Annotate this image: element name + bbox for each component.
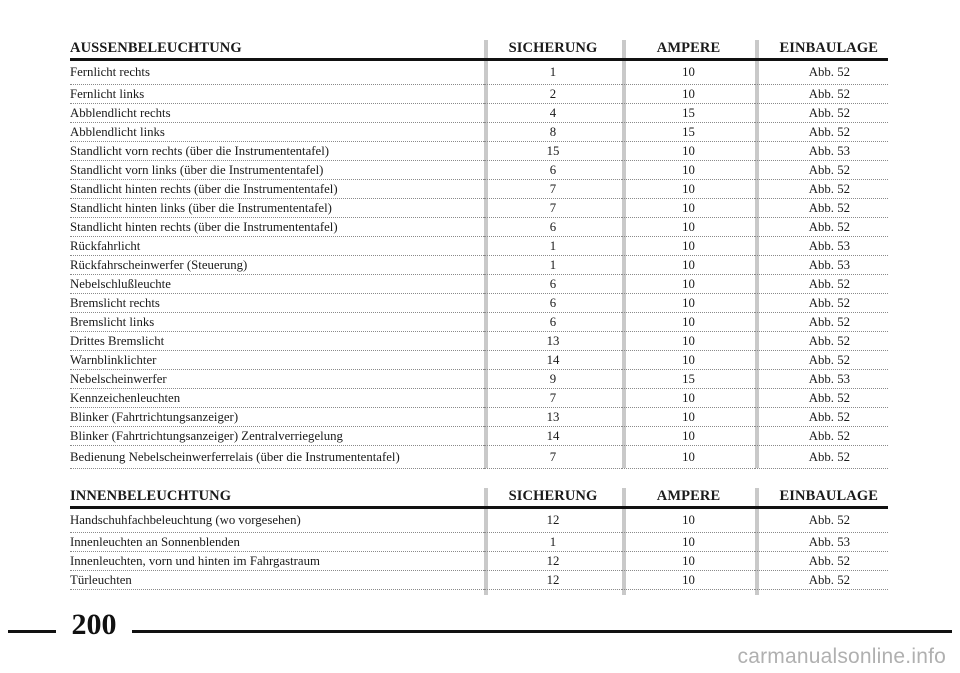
fuse-amperage: 10	[622, 427, 755, 446]
fuse-location: Abb. 53	[755, 370, 888, 389]
fuse-location: Abb. 52	[755, 508, 888, 533]
fuse-number: 6	[484, 275, 622, 294]
fuse-location: Abb. 52	[755, 60, 888, 85]
fuse-location: Abb. 52	[755, 218, 888, 237]
table-row	[70, 389, 888, 408]
table-row	[70, 180, 888, 199]
table-row	[70, 85, 888, 104]
fuse-location: Abb. 53	[755, 237, 888, 256]
table-row	[70, 508, 888, 533]
fuse-location: Abb. 52	[755, 161, 888, 180]
lamp-description: Kennzeichenleuchten	[70, 389, 484, 408]
fuse-location: Abb. 52	[755, 552, 888, 571]
table-row	[70, 275, 888, 294]
column-header-location: EINBAULAGE	[755, 486, 888, 508]
watermark: carmanualsonline.info	[737, 645, 946, 668]
fuse-location: Abb. 52	[755, 427, 888, 446]
fuse-number: 15	[484, 142, 622, 161]
fuse-number: 4	[484, 104, 622, 123]
lamp-description: Rückfahrscheinwerfer (Steuerung)	[70, 256, 484, 275]
fuse-amperage: 10	[622, 237, 755, 256]
fuse-amperage: 10	[622, 408, 755, 427]
column-header-fuse: SICHERUNG	[484, 38, 622, 60]
fuse-number: 12	[484, 508, 622, 533]
lamp-description: Türleuchten	[70, 571, 484, 590]
fuse-number: 7	[484, 389, 622, 408]
lamp-description: Standlicht hinten rechts (über die Instrumententafel)	[70, 180, 484, 199]
lamp-description: Handschuhfachbeleuchtung (wo vorgesehen)	[70, 508, 484, 533]
table-header-row	[70, 486, 888, 508]
fuse-number: 13	[484, 408, 622, 427]
table-row	[70, 199, 888, 218]
table-row	[70, 256, 888, 275]
fuse-location: Abb. 53	[755, 533, 888, 552]
footer-rule-left	[8, 630, 56, 633]
fuse-number: 1	[484, 237, 622, 256]
fuse-amperage: 10	[622, 533, 755, 552]
fuse-location: Abb. 52	[755, 408, 888, 427]
fuse-location: Abb. 52	[755, 180, 888, 199]
fuse-number: 6	[484, 294, 622, 313]
lamp-description: Abblendlicht rechts	[70, 104, 484, 123]
fuse-location: Abb. 52	[755, 389, 888, 408]
table-row	[70, 571, 888, 590]
lamp-description: Bedienung Nebelscheinwerferrelais (über die Instrumententafel)	[70, 446, 484, 469]
fuse-amperage: 15	[622, 370, 755, 389]
fuse-number: 1	[484, 60, 622, 85]
fuse-amperage: 10	[622, 351, 755, 370]
fuse-amperage: 10	[622, 313, 755, 332]
table-row	[70, 294, 888, 313]
fuse-number: 12	[484, 552, 622, 571]
lamp-description: Warnblinklichter	[70, 351, 484, 370]
lamp-description: Innenleuchten, vorn und hinten im Fahrgastraum	[70, 552, 484, 571]
table-row	[70, 104, 888, 123]
fuse-location: Abb. 53	[755, 142, 888, 161]
fuse-amperage: 10	[622, 142, 755, 161]
fuse-number: 1	[484, 533, 622, 552]
fuse-amperage: 15	[622, 123, 755, 142]
lamp-description: Standlicht hinten rechts (über die Instrumententafel)	[70, 218, 484, 237]
lamp-description: Fernlicht rechts	[70, 60, 484, 85]
lamp-description: Bremslicht links	[70, 313, 484, 332]
fuse-number: 7	[484, 180, 622, 199]
fuse-location: Abb. 53	[755, 256, 888, 275]
table-row	[70, 552, 888, 571]
fuse-amperage: 10	[622, 60, 755, 85]
lamp-description: Rückfahrlicht	[70, 237, 484, 256]
fuse-number: 6	[484, 161, 622, 180]
lamp-description: Fernlicht links	[70, 85, 484, 104]
lamp-description: Standlicht hinten links (über die Instrumententafel)	[70, 199, 484, 218]
fuse-location: Abb. 52	[755, 313, 888, 332]
fuse-number: 14	[484, 351, 622, 370]
exterior-lighting-fuse-table	[70, 38, 888, 469]
lamp-description: Innenleuchten an Sonnenblenden	[70, 533, 484, 552]
lamp-description: Nebelscheinwerfer	[70, 370, 484, 389]
fuse-amperage: 10	[622, 161, 755, 180]
lamp-description: Bremslicht rechts	[70, 294, 484, 313]
footer-rule-right	[132, 630, 952, 633]
fuse-number: 7	[484, 446, 622, 469]
fuse-amperage: 10	[622, 508, 755, 533]
table-row	[70, 218, 888, 237]
table-header-row	[70, 38, 888, 60]
fuse-amperage: 10	[622, 294, 755, 313]
fuse-number: 6	[484, 218, 622, 237]
column-header-amperes: AMPERE	[622, 486, 755, 508]
table-row	[70, 332, 888, 351]
fuse-location: Abb. 52	[755, 332, 888, 351]
fuse-amperage: 10	[622, 552, 755, 571]
fuse-number: 1	[484, 256, 622, 275]
interior-lighting-rows	[70, 508, 888, 590]
section-title-exterior-lighting: AUSSENBELEUCHTUNG	[70, 38, 484, 60]
fuse-location: Abb. 52	[755, 571, 888, 590]
table-row	[70, 370, 888, 389]
fuse-amperage: 10	[622, 180, 755, 199]
fuse-location: Abb. 52	[755, 123, 888, 142]
table-row	[70, 408, 888, 427]
fuse-amperage: 10	[622, 218, 755, 237]
page-number: 200	[71, 608, 117, 641]
fuse-amperage: 10	[622, 446, 755, 469]
table-row	[70, 533, 888, 552]
fuse-location: Abb. 52	[755, 446, 888, 469]
table-row	[70, 237, 888, 256]
table-row	[70, 351, 888, 370]
interior-lighting-fuse-table	[70, 486, 888, 590]
fuse-amperage: 10	[622, 275, 755, 294]
fuse-number: 7	[484, 199, 622, 218]
lamp-description: Drittes Bremslicht	[70, 332, 484, 351]
table-row	[70, 123, 888, 142]
fuse-location: Abb. 52	[755, 351, 888, 370]
fuse-number: 12	[484, 571, 622, 590]
fuse-location: Abb. 52	[755, 85, 888, 104]
exterior-lighting-rows	[70, 60, 888, 469]
fuse-location: Abb. 52	[755, 275, 888, 294]
fuse-amperage: 10	[622, 389, 755, 408]
fuse-number: 2	[484, 85, 622, 104]
fuse-amperage: 10	[622, 199, 755, 218]
table-row	[70, 427, 888, 446]
lamp-description: Standlicht vorn rechts (über die Instrumententafel)	[70, 142, 484, 161]
table-row	[70, 446, 888, 469]
column-header-amperes: AMPERE	[622, 38, 755, 60]
fuse-number: 9	[484, 370, 622, 389]
fuse-location: Abb. 52	[755, 199, 888, 218]
section-title-interior-lighting: INNENBELEUCHTUNG	[70, 486, 484, 508]
fuse-amperage: 15	[622, 104, 755, 123]
fuse-number: 14	[484, 427, 622, 446]
fuse-location: Abb. 52	[755, 294, 888, 313]
fuse-location: Abb. 52	[755, 104, 888, 123]
lamp-description: Blinker (Fahrtrichtungsanzeiger) Zentralverriegelung	[70, 427, 484, 446]
fuse-amperage: 10	[622, 256, 755, 275]
lamp-description: Nebelschlußleuchte	[70, 275, 484, 294]
fuse-amperage: 10	[622, 571, 755, 590]
fuse-number: 8	[484, 123, 622, 142]
column-header-fuse: SICHERUNG	[484, 486, 622, 508]
fuse-amperage: 10	[622, 332, 755, 351]
lamp-description: Standlicht vorn links (über die Instrumententafel)	[70, 161, 484, 180]
lamp-description: Blinker (Fahrtrichtungsanzeiger)	[70, 408, 484, 427]
table-row	[70, 142, 888, 161]
fuse-number: 6	[484, 313, 622, 332]
table-row	[70, 161, 888, 180]
fuse-amperage: 10	[622, 85, 755, 104]
fuse-number: 13	[484, 332, 622, 351]
table-row	[70, 313, 888, 332]
table-row	[70, 60, 888, 85]
lamp-description: Abblendlicht links	[70, 123, 484, 142]
column-header-location: EINBAULAGE	[755, 38, 888, 60]
